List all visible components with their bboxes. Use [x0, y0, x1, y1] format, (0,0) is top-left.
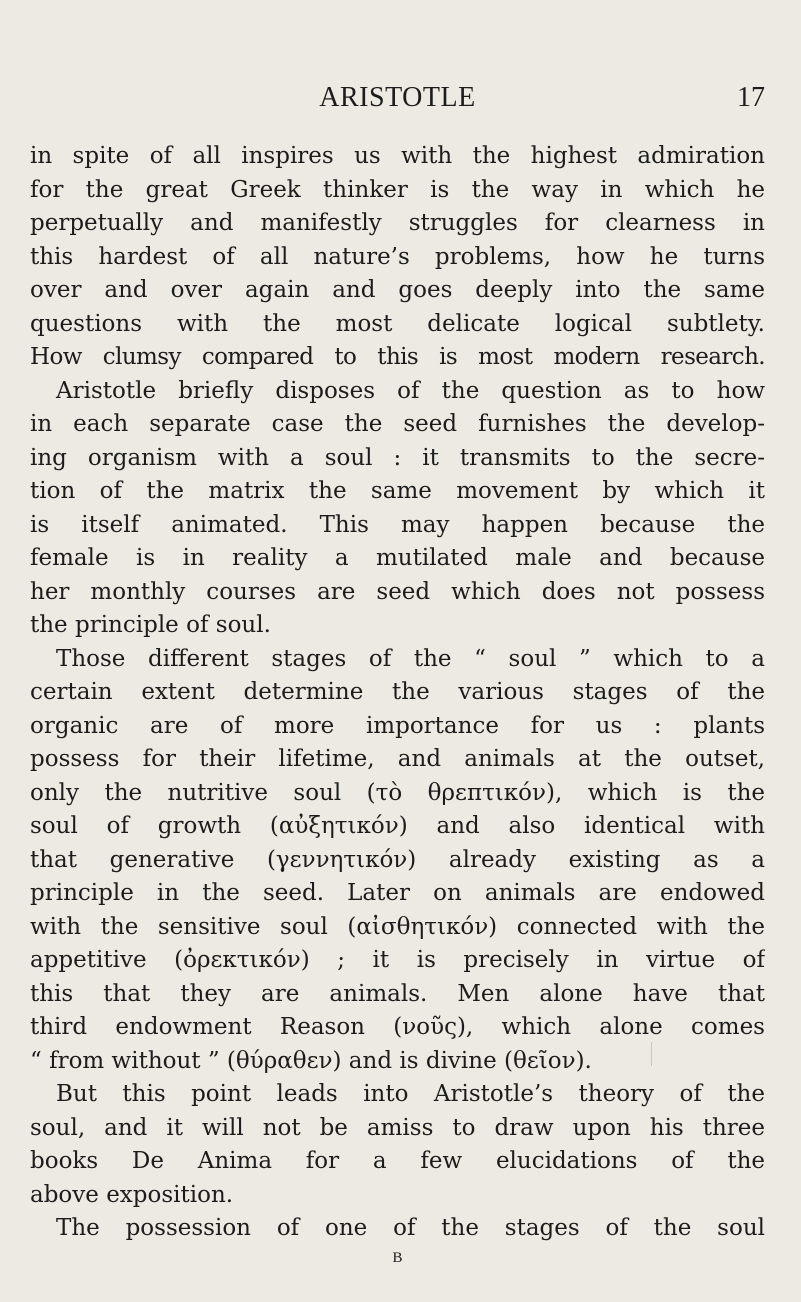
text-line: third endowment Reason (νοῦς), which alone comes	[30, 1014, 765, 1040]
text-line: soul, and it will not be amiss to draw upon his three	[30, 1114, 765, 1141]
text-line: over and over again and goes deeply into the same	[30, 277, 765, 303]
text-line: the principle of soul.	[30, 612, 271, 638]
running-head-title: ARISTOTLE	[319, 82, 476, 113]
text-line: organic are of more importance for us : plants	[30, 712, 765, 739]
text-line: for the great Greek thinker is the way in which he	[30, 176, 765, 203]
text-line: in spite of all inspires us with the highest admiration	[30, 143, 765, 169]
text-line: only the nutritive soul (τὸ θρεπτικόν), which is the	[30, 779, 765, 806]
text-line: But this point leads into Aristotle’s theory of the	[56, 1081, 765, 1107]
page-number: 17	[737, 82, 765, 113]
text-line: possess for their lifetime, and animals at the outset,	[30, 746, 765, 772]
text-line: ing organism with a soul : it transmits to the secre-	[30, 444, 765, 471]
text-line: above exposition.	[30, 1181, 234, 1208]
text-line: appetitive (ὀρεκτικόν) ; it is precisely in virtue of	[30, 947, 765, 973]
text-line: in each separate case the seed furnishes the develop-	[30, 411, 765, 437]
signature-mark: B	[392, 1250, 403, 1266]
text-line: tion of the matrix the same movement by which it	[30, 478, 765, 504]
text-line: with the sensitive soul (αἰσθητικόν) connected with the	[30, 913, 765, 940]
text-line: female is in reality a mutilated male and because	[30, 545, 765, 571]
text-line: Aristotle briefly disposes of the question as to how	[56, 377, 765, 404]
text-line: this hardest of all nature’s problems, how he turns	[30, 243, 765, 270]
text-line: The possession of one of the stages of the soul	[56, 1215, 765, 1241]
text-line: How clumsy compared to this is most modern research.	[30, 344, 765, 370]
text-line: is itself animated. This may happen because the	[30, 511, 765, 538]
running-head	[30, 82, 765, 122]
margin-mark	[651, 1042, 652, 1066]
text-line: that generative (γεννητικόν) already existing as a	[30, 846, 765, 873]
text-line: soul of growth (αὐξητικόν) and also identical with	[30, 813, 765, 839]
text-line: her monthly courses are seed which does not possess	[30, 578, 765, 605]
text-line: Those different stages of the “ soul ” which to a	[56, 645, 765, 672]
text-line: principle in the seed. Later on animals are endowed	[30, 880, 765, 906]
text-line: certain extent determine the various stages of the	[30, 679, 765, 705]
text-line: perpetually and manifestly struggles for clearness in	[30, 210, 765, 236]
body-text	[30, 140, 765, 1246]
text-line: “ from without ” (θύραθεν) and is divine (θεῖον).	[30, 1047, 592, 1074]
text-line: this that they are animals. Men alone have that	[30, 980, 765, 1007]
text-line: questions with the most delicate logical subtlety.	[30, 310, 765, 337]
text-line: books De Anima for a few elucidations of the	[30, 1148, 765, 1174]
